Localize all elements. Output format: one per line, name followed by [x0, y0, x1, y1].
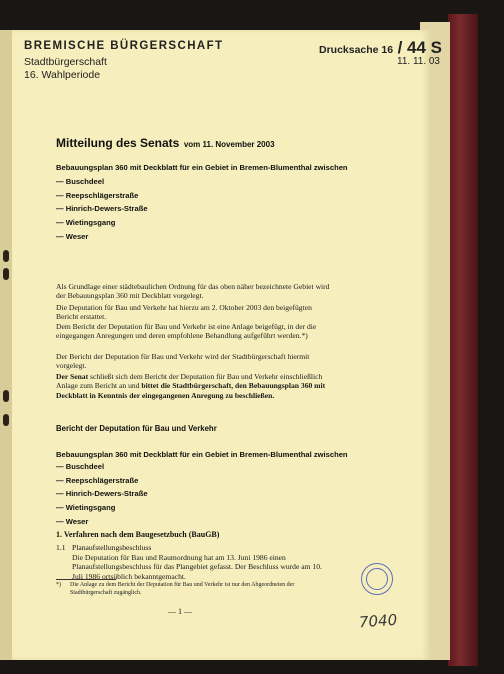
- footnote-text: Die Anlage zu dem Bericht der Deputation für Bau und Verkehr ist nur den Abgeordneten der Stadtbürgerschaft zugänglich.: [70, 582, 295, 596]
- list-item: — Wietingsgang: [56, 503, 116, 513]
- list-item: — Weser: [56, 231, 89, 241]
- mitteilung-date: vom 11. November 2003: [183, 140, 275, 149]
- archive-stamp: [361, 563, 393, 595]
- report-title: Bebauungsplan 360 mit Deckblatt für ein Gebiet in Bremen-Blumenthal zwischen: [56, 450, 348, 459]
- drucksache-number: / 44 S: [397, 38, 442, 57]
- bold-text: Der Senat: [56, 372, 89, 381]
- paragraph: Die Deputation für Bau und Verkehr hat hierzu am 2. Oktober 2003 den beigefügten Bericht erstattet.: [56, 303, 312, 322]
- list-item: — Reepschlägerstraße: [56, 190, 139, 200]
- punch-hole: [3, 390, 9, 402]
- subject-street-list: [56, 175, 148, 243]
- senate-decision-paragraph: [56, 372, 332, 400]
- parliament-name: BREMISCHE BÜRGERSCHAFT: [24, 40, 224, 52]
- bold-text: bittet die Stadtbürgerschaft, den Bebauungsplan 360 mit Deckblatt in Kenntnis der eingegangenen Anregung zu beschließen.: [56, 381, 326, 400]
- list-item: — Buschdeel: [56, 462, 105, 471]
- handwritten-number: 7040: [358, 610, 398, 632]
- paragraph: Dem Bericht der Deputation für Bau und Verkehr ist eine Anlage beigefügt, in der die eingegangen Anregungen und deren empfohlene Behandlung aufgeführt werden.*): [56, 322, 317, 341]
- page-number: — 1 —: [168, 607, 192, 616]
- legislative-period: 16. Wahlperiode: [24, 69, 101, 81]
- footnote-rule: [56, 579, 116, 580]
- section-heading: 1. Verfahren nach dem Baugesetzbuch (BauGB): [56, 530, 220, 539]
- subsection-title: Planaufstellungsbeschluss: [72, 543, 152, 552]
- chamber-name: Stadtbürgerschaft: [24, 56, 107, 68]
- punch-hole: [3, 414, 9, 426]
- list-item: — Weser: [56, 516, 89, 526]
- list-item: — Hinrich-Dewers-Straße: [56, 204, 148, 214]
- printed-matter-number: [319, 38, 442, 58]
- report-street-list: [56, 460, 148, 528]
- document-date: 11. 11. 03: [397, 56, 440, 67]
- punch-hole: [3, 268, 9, 280]
- binding-strip: [0, 30, 12, 660]
- text: schließt sich dem Bericht der Deputation für Bau und Verkehr einschließlich Anlage zum Bericht an und: [56, 372, 323, 391]
- subject-title: Bebauungsplan 360 mit Deckblatt für ein Gebiet in Bremen-Blumenthal zwischen: [56, 163, 348, 172]
- paragraph: Die Deputation für Bau und Raumordnung hat am 13. Juni 1986 einen Planaufstellungsbeschluss für das Plangebiet gefasst. Der Beschluss wurde am 10. Juli 1986 ortsüblich bekanntgemacht.: [72, 553, 322, 581]
- mitteilung-title: Mitteilung des Senats: [56, 136, 180, 150]
- list-item: — Hinrich-Dewers-Straße: [56, 489, 148, 499]
- subsection-number: 1.1: [56, 543, 66, 552]
- footnote-mark: *): [56, 582, 61, 588]
- list-item: — Buschdeel: [56, 177, 105, 186]
- punch-hole: [3, 250, 9, 262]
- paragraph: Als Grundlage einer städtebaulichen Ordnung für das oben näher bezeichnete Gebiet wird der Bebauungsplan 360 mit Deckblatt vorgelegt.: [56, 282, 330, 301]
- communication-title: [56, 134, 275, 152]
- report-heading: Bericht der Deputation für Bau und Verkehr: [56, 424, 217, 433]
- subsection-heading: [56, 543, 151, 552]
- paragraph: Der Bericht der Deputation für Bau und Verkehr wird der Stadtbürgerschaft hiermit vorgelegt.: [56, 352, 310, 371]
- footnote: [56, 582, 336, 597]
- list-item: — Wietingsgang: [56, 218, 116, 228]
- book-cover-edge: [448, 14, 478, 666]
- drucksache-label: Drucksache 16: [318, 44, 394, 56]
- list-item: — Reepschlägerstraße: [56, 475, 139, 485]
